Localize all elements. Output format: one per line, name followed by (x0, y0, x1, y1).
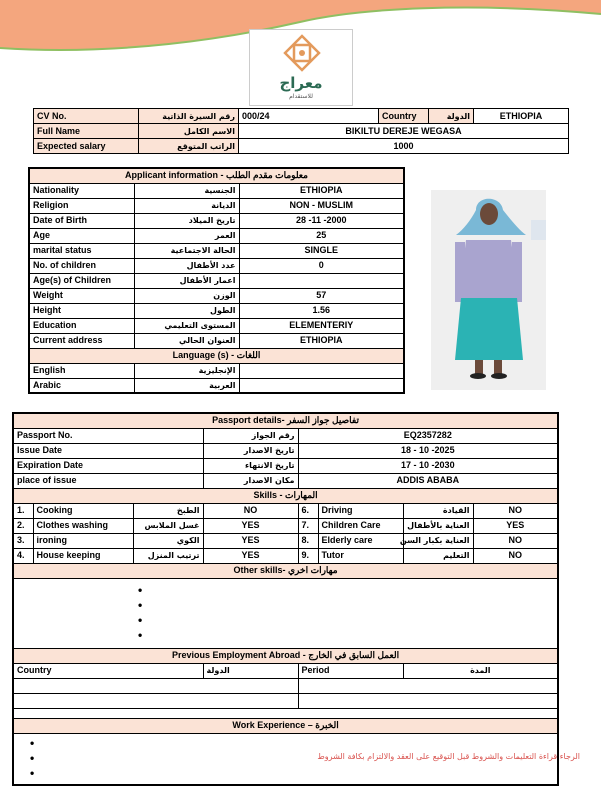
other-skills-header: Other skills- مهارات اخري (13, 563, 558, 578)
skill-label-ar: العناية بالأطفال (403, 518, 473, 533)
skill-value: YES (203, 548, 298, 563)
passport-field-label: Passport No. (13, 428, 203, 443)
skill-number: 6. (298, 503, 318, 518)
passport-row (13, 443, 558, 458)
employment-period-label: Period (298, 663, 403, 678)
applicant-row (29, 333, 404, 348)
applicant-field-label-ar: العنوان الحالي (134, 333, 239, 348)
salary-label: Expected salary (34, 139, 139, 154)
skill-value: NO (473, 548, 558, 563)
other-skill-item (138, 613, 557, 628)
applicant-field-value: 25 (239, 228, 404, 243)
language-value (239, 378, 404, 393)
applicant-field-label-ar: الجنسية (134, 183, 239, 198)
skill-row (13, 533, 558, 548)
applicant-field-value: NON - MUSLIM (239, 198, 404, 213)
applicant-field-value (239, 273, 404, 288)
passport-field-label: Issue Date (13, 443, 203, 458)
applicant-field-value: 28 -11 -2000 (239, 213, 404, 228)
applicant-field-label-ar: اعمار الأطفال (134, 273, 239, 288)
applicant-field-value: 1.56 (239, 303, 404, 318)
applicant-field-label: Date of Birth (29, 213, 134, 228)
skill-label-ar: غسل الملابس (133, 518, 203, 533)
skill-label: Clothes washing (33, 518, 133, 533)
language-header: Language (s) - اللغات (29, 348, 404, 363)
applicant-field-value: 57 (239, 288, 404, 303)
skill-label: Elderly care (318, 533, 403, 548)
language-label: English (29, 363, 134, 378)
spacer (13, 708, 558, 718)
skill-row (13, 518, 558, 533)
applicant-field-value: ETHIOPIA (239, 183, 404, 198)
applicant-field-value: 0 (239, 258, 404, 273)
passport-field-label: place of issue (13, 473, 203, 488)
logo-text: معراج (279, 74, 323, 92)
applicant-field-label-ar: الطول (134, 303, 239, 318)
country-label: Country (379, 109, 429, 124)
applicant-field-label: marital status (29, 243, 134, 258)
other-skill-item (138, 628, 557, 643)
language-label-ar: الإنجليزية (134, 363, 239, 378)
bullet-icon: • (30, 766, 35, 781)
applicant-row (29, 213, 404, 228)
skill-value: YES (203, 533, 298, 548)
applicant-row (29, 198, 404, 213)
other-skills-list (13, 578, 558, 648)
applicant-field-label-ar: العمر (134, 228, 239, 243)
employment-period-label-ar: المدة (403, 663, 558, 678)
applicant-row (29, 303, 404, 318)
country-label-ar: الدولة (429, 109, 474, 124)
applicant-field-label-ar: الديانة (134, 198, 239, 213)
applicant-field-value: SINGLE (239, 243, 404, 258)
applicant-field-label: Current address (29, 333, 134, 348)
applicant-row (29, 228, 404, 243)
passport-field-label-ar: مكان الاصدار (203, 473, 298, 488)
applicant-row (29, 243, 404, 258)
bullet-icon: • (30, 751, 35, 766)
employment-header: Previous Employment Abroad - العمل السابق في الخارج (13, 648, 558, 663)
passport-field-value: ADDIS ABABA (298, 473, 558, 488)
skill-number: 8. (298, 533, 318, 548)
employment-period-cell (298, 693, 558, 708)
applicant-field-label-ar: الحالة الاجتماعية (134, 243, 239, 258)
employment-country-cell (13, 693, 298, 708)
skill-number: 3. (13, 533, 33, 548)
language-label-ar: العربية (134, 378, 239, 393)
applicant-field-value: ELEMENTERIY (239, 318, 404, 333)
logo-emblem-icon (282, 34, 322, 72)
work-item (30, 736, 557, 751)
applicant-photo (431, 190, 546, 390)
skill-number: 4. (13, 548, 33, 563)
applicant-row (29, 183, 404, 198)
cv-no-value: 000/24 (239, 109, 379, 124)
applicant-row (29, 288, 404, 303)
other-skill-item (138, 583, 557, 598)
skill-label-ar: ترتيب المنزل (133, 548, 203, 563)
applicant-field-value: ETHIOPIA (239, 333, 404, 348)
employment-period-cell (298, 678, 558, 693)
passport-field-label-ar: رقم الجواز (203, 428, 298, 443)
passport-row (13, 473, 558, 488)
applicant-field-label-ar: عدد الأطفال (134, 258, 239, 273)
skill-label-ar: الطبخ (133, 503, 203, 518)
employment-country-label: Country (13, 663, 203, 678)
language-value (239, 363, 404, 378)
work-item (30, 766, 557, 781)
applicant-header: Applicant information - معلومات مقدم الطلب (29, 168, 404, 183)
skill-label: Tutor (318, 548, 403, 563)
skill-value: YES (473, 518, 558, 533)
full-name-label-ar: الاسم الكامل (139, 124, 239, 139)
skill-row (13, 503, 558, 518)
cv-no-label-ar: رقم السيرة الذاتية (139, 109, 239, 124)
applicant-row (29, 258, 404, 273)
skill-label: Cooking (33, 503, 133, 518)
applicant-field-label-ar: تاريخ الميلاد (134, 213, 239, 228)
passport-field-label: Expiration Date (13, 458, 203, 473)
applicant-field-label: No. of children (29, 258, 134, 273)
skill-row (13, 548, 558, 563)
skill-value: NO (473, 503, 558, 518)
passport-row (13, 458, 558, 473)
employment-country-label-ar: الدولة (203, 663, 298, 678)
applicant-field-label: Age(s) of Children (29, 273, 134, 288)
bullet-icon: • (138, 583, 143, 597)
bullet-icon: • (138, 613, 143, 627)
bullet-icon: • (138, 598, 143, 612)
skill-label-ar: العناية بكبار السن (403, 533, 473, 548)
employment-country-cell (13, 678, 298, 693)
applicant-field-label-ar: الوزن (134, 288, 239, 303)
applicant-field-label: Age (29, 228, 134, 243)
applicant-row (29, 318, 404, 333)
applicant-field-label-ar: المستوى التعليمي (134, 318, 239, 333)
skill-value: NO (473, 533, 558, 548)
passport-field-label-ar: تاريخ الاصدار (203, 443, 298, 458)
skill-label: House keeping (33, 548, 133, 563)
full-name-value: BIKILTU DEREJE WEGASA (239, 124, 569, 139)
footer-note: الرجاء قراءة التعليمات والشروط قبل التوقيع على العقد والالتزام بكافة الشروط (317, 752, 580, 761)
applicant-field-label: Education (29, 318, 134, 333)
skill-label: ironing (33, 533, 133, 548)
logo-subtitle: للاستقدام (289, 93, 313, 100)
applicant-field-label: Religion (29, 198, 134, 213)
skill-number: 2. (13, 518, 33, 533)
applicant-field-label: Weight (29, 288, 134, 303)
skill-number: 1. (13, 503, 33, 518)
skill-value: NO (203, 503, 298, 518)
salary-value: 1000 (239, 139, 569, 154)
work-header: Work Experience – الخبرة (13, 718, 558, 733)
skills-header: Skills - المهارات (13, 488, 558, 503)
person-photo-icon (431, 190, 546, 390)
language-row (29, 378, 404, 393)
skill-value: YES (203, 518, 298, 533)
language-row (29, 363, 404, 378)
salary-label-ar: الراتب المتوقع (139, 139, 239, 154)
passport-skills-table (12, 412, 559, 786)
passport-field-value: EQ2357282 (298, 428, 558, 443)
country-value: ETHIOPIA (474, 109, 569, 124)
other-skill-item (138, 598, 557, 613)
skill-label-ar: الكوي (133, 533, 203, 548)
company-logo (249, 29, 353, 106)
applicant-field-label: Nationality (29, 183, 134, 198)
passport-field-label-ar: تاريخ الانتهاء (203, 458, 298, 473)
applicant-table (28, 167, 405, 394)
bullet-icon: • (30, 736, 35, 751)
full-name-label: Full Name (34, 124, 139, 139)
bullet-icon: • (138, 628, 143, 642)
passport-field-value: 18 - 10 -2025 (298, 443, 558, 458)
skill-number: 9. (298, 548, 318, 563)
skill-label-ar: القيادة (403, 503, 473, 518)
passport-row (13, 428, 558, 443)
skill-number: 7. (298, 518, 318, 533)
passport-header: Passport details- تفاصيل جواز السفر (13, 413, 558, 428)
applicant-field-label: Height (29, 303, 134, 318)
language-label: Arabic (29, 378, 134, 393)
cv-header-table (33, 108, 569, 154)
skill-label-ar: التعليم (403, 548, 473, 563)
skill-label: Children Care (318, 518, 403, 533)
cv-no-label: CV No. (34, 109, 139, 124)
applicant-row (29, 273, 404, 288)
passport-field-value: 17 - 10 -2030 (298, 458, 558, 473)
skill-label: Driving (318, 503, 403, 518)
